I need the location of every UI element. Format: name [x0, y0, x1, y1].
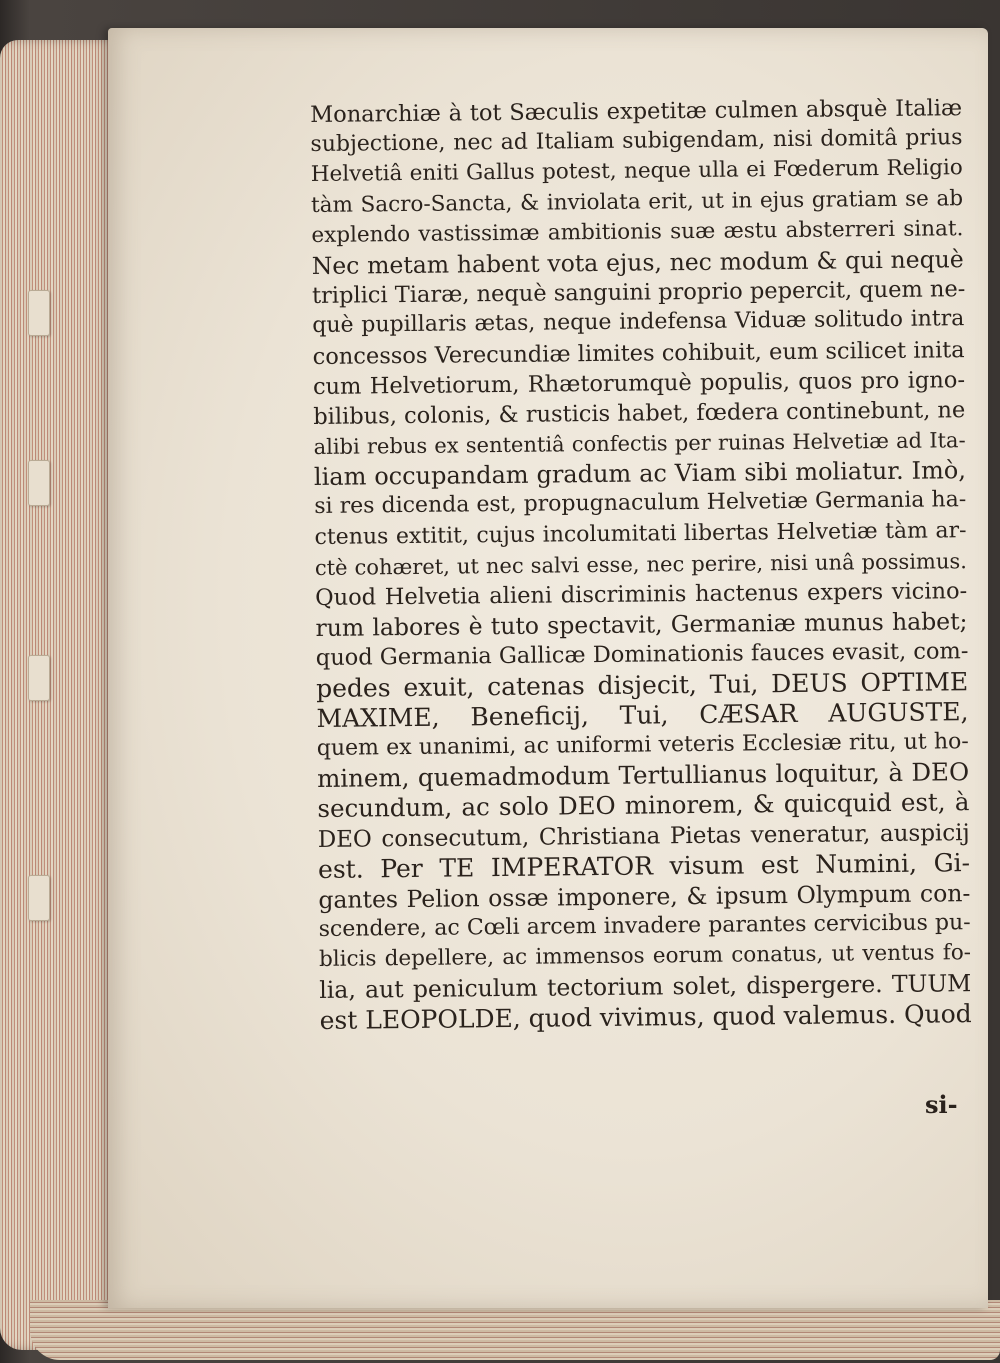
page-tab-marker [28, 290, 50, 336]
text-line: ctenus extitit, cujus incolumitati libertas Helvetiæ tàm ar- [314, 517, 967, 550]
text-line: Monarchiæ à tot Sæculis expetitæ culmen absquè Italiæ [310, 95, 963, 128]
text-line: subjectione, nec ad Italiam subigendam, nisi domitâ prius [310, 125, 963, 158]
text-line: DEO consecutum, Christiana Pietas veneratur, auspicij [317, 819, 970, 853]
text-line: triplici Tiaræ, nequè sanguini proprio pepercit, quem ne- [311, 276, 966, 310]
text-line: Quod Helvetia alieni discriminis hactenus expers vicino- [315, 578, 968, 611]
text-line: rum labores è tuto spectavit, Germaniæ munus habet; [315, 607, 968, 643]
page-tab-marker [28, 460, 50, 506]
book-bottom-edge [30, 1300, 1000, 1360]
text-line: què pupillaris ætas, neque indefensa Viduæ solitudo intra [312, 306, 965, 339]
text-line: tàm Sacro-Sancta, & inviolata erit, ut in ejus gratiam se ab [310, 185, 964, 218]
text-line: alibi rebus ex sententiâ confectis per ruinas Helvetiæ ad Ita- [313, 428, 966, 460]
page-text [310, 93, 972, 1036]
text-line: bilibus, colonis, & rusticis habet, fœdera continebunt, ne [313, 397, 966, 430]
text-line: gantes Pelion ossæ imponere, & ipsum Olympum con- [318, 879, 971, 914]
text-line: minem, quemadmodum Tertullianus loquitur, à DEO [316, 757, 970, 794]
text-line: blicis depellere, ac immensos eorum conatus, ut ventus fo- [318, 940, 972, 973]
text-line: pedes exuit, catenas disjecit, Tui, DEUS OPTIME [316, 666, 969, 703]
text-line: Helvetiâ eniti Gallus potest, neque ulla ei Fœderum Religio [310, 155, 963, 188]
text-line: quem ex unanimi, ac uniformi veteris Ecclesiæ ritu, ut ho- [316, 729, 969, 761]
text-line: cum Helvetiorum, Rhætorumquè populis, quos pro igno- [312, 366, 966, 400]
text-line: ctè cohæret, ut nec salvi esse, nec perire, nisi unâ possimus. [314, 548, 967, 580]
text-line: lia, aut peniculum tectorium solet, dispergere. TUUM [319, 969, 972, 1005]
text-line: liam occupandam gradum ac Viam sibi moliatur. Imò, [313, 456, 967, 492]
text-line: quod Germania Gallicæ Dominationis fauces evasit, com- [315, 638, 969, 672]
text-line: est. Per TE IMPERATOR visum est Numini, Gi- [317, 847, 971, 884]
text-line: explendo vastissimæ ambitionis suæ æstu absterreri sinat. [311, 215, 964, 248]
text-line: si res dicenda est, propugnaculum Helvetiæ Germania ha- [314, 487, 967, 520]
page-tab-marker [28, 655, 50, 701]
text-line: concessos Verecundiæ limites cohibuit, eum scilicet inita [312, 336, 965, 370]
catchword: si- [925, 1090, 958, 1119]
text-line: Nec metam habent vota ejus, nec modum & qui nequè [311, 245, 964, 280]
text-line: secundum, ac solo DEO minorem, & quicquid est, à [317, 787, 970, 824]
text-line: MAXIME, Beneficij, Tui, CÆSAR AUGUSTE, [316, 696, 969, 733]
text-line: est LEOPOLDE, quod vivimus, quod valemus. Quod [319, 998, 972, 1035]
text-line: scendere, ac Cœli arcem invadere parantes cervicibus pu- [318, 910, 971, 943]
page-tab-marker [28, 875, 50, 921]
